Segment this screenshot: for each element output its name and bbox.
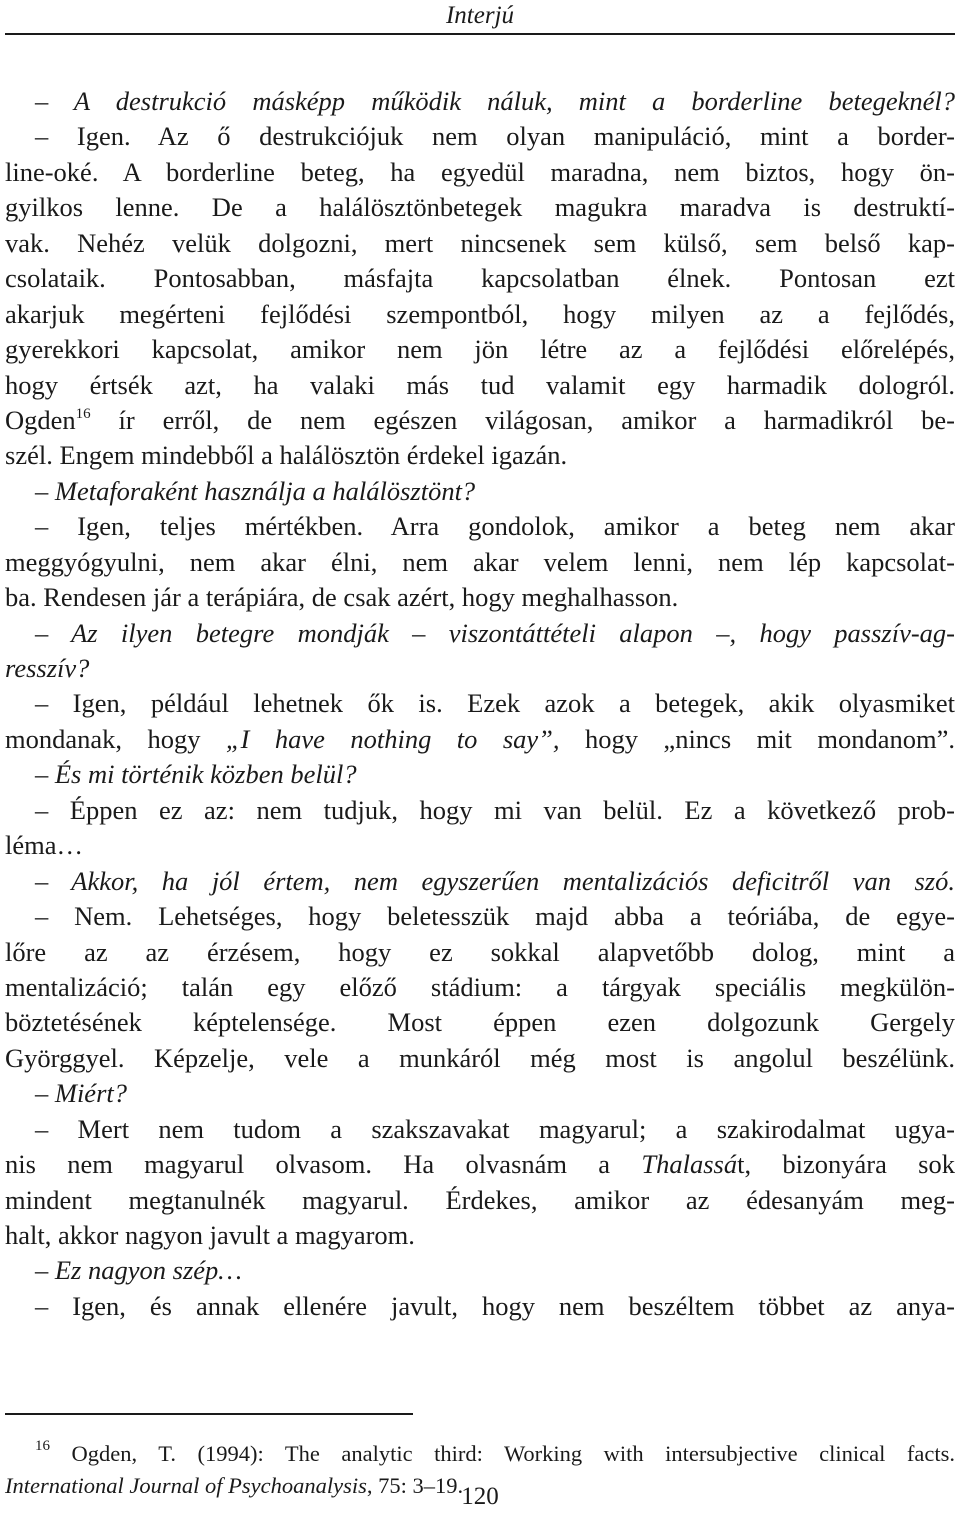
text-line: vak. Nehéz velük dolgozni, mert nincsenek sem külső, sem belső kap- <box>5 227 955 258</box>
running-header <box>0 0 960 34</box>
header-title: Interjú <box>445 2 515 29</box>
text-segment: t, bizonyára sok <box>737 1149 955 1180</box>
text-line: line-oké. A borderline beteg, ha egyedül maradna, nem biztos, hogy ön- <box>5 156 955 187</box>
text-line: csolataik. Pontosabban, másfajta kapcsolatban élnek. Pontosan ezt <box>5 263 955 294</box>
text-line <box>5 722 955 757</box>
text-line: szél. Engem mindebből a halálösztön érdekel igazán. <box>5 440 568 471</box>
text-line: gyilkos lenne. De a halálösztönbetegek magukra maradva is destruktí- <box>5 192 955 223</box>
answer-line: – Igen. Az ő destrukciójuk nem olyan manipuláció, mint a border- <box>35 121 955 152</box>
text-segment: mondanak, hogy <box>5 723 226 754</box>
text-line: hogy értsék azt, ha valaki más tud valamit egy harmadik dologról. <box>5 369 955 400</box>
interview-body <box>5 84 955 1324</box>
text-line: meggyógyulni, nem akar élni, nem akar velem lenni, nem lép kapcsolat- <box>5 546 955 577</box>
text-line <box>5 403 955 438</box>
question-line: – És mi történik közben belül? <box>35 759 357 790</box>
text-line: böztetésének képtelensége. Most éppen ezen dolgozunk Gergely <box>5 1007 955 1038</box>
question-line: – Akkor, ha jól értem, nem egyszerűen mentalizációs deficitről van szó. <box>35 865 955 896</box>
text-line: gyerekkori kapcsolat, amikor nem jön létre az a fejlődési előrelépés, <box>5 334 955 365</box>
text-line: mentalizáció; talán egy előző stádium: a tárgyak speciális megkülön- <box>5 971 955 1002</box>
answer-line: – Mert nem tudom a szakszavakat magyarul; a szakirodalmat ugya- <box>35 1113 955 1144</box>
text-segment: Ogden <box>5 404 76 435</box>
text-segment: ír erről, de nem egészen világosan, amikor a harmadikról be- <box>90 404 955 435</box>
question-line: – Ez nagyon szép… <box>35 1255 242 1286</box>
footnote-volume: , 75: 3–19. <box>366 1473 464 1498</box>
text-line: ba. Rendesen jár a terápiára, de csak azért, hogy meghalhasson. <box>5 582 679 613</box>
footnote-line <box>5 1438 955 1470</box>
question-line: resszív? <box>5 653 90 683</box>
page-number: 120 <box>461 1483 499 1510</box>
footnote-rule <box>5 1413 413 1415</box>
text-line <box>5 1147 955 1182</box>
question-line: – A destrukció másképp működik náluk, mint a borderline betegeknél? <box>35 86 955 116</box>
journal-title: International Journal of Psychoanalysis <box>5 1473 367 1498</box>
footnote-citation: Ogden, T. (1994): The analytic third: Working with intersubjective clinical facts. <box>50 1441 955 1466</box>
footnote-number: 16 <box>35 1438 50 1454</box>
answer-line: – Igen, és annak ellenére javult, hogy nem beszéltem többet az anya- <box>35 1290 955 1321</box>
text-line: mindent megtanulnék magyarul. Érdekes, amikor az édesanyám meg- <box>5 1184 955 1215</box>
question-line: – Metaforaként használja a halálösztönt? <box>35 475 476 506</box>
text-line: lőre az az érzésem, hogy ez sokkal alapvetőbb dolog, mint a <box>5 936 955 967</box>
text-line: akarjuk megérteni fejlődési szempontból, hogy milyen az a fejlődés, <box>5 298 955 329</box>
text-line: Györggyel. Képzelje, vele a munkáról még most is angolul beszélünk. <box>5 1042 955 1073</box>
answer-line: – Nem. Lehetséges, hogy beletesszük majd abba a teóriába, de egye- <box>35 901 955 932</box>
text-segment: hogy „nincs mit mondanom”. <box>559 723 955 754</box>
book-title: Thalassá <box>641 1149 738 1180</box>
text-line: léma… <box>5 830 83 861</box>
text-segment: nis nem magyarul olvasom. Ha olvasnám a <box>5 1149 642 1180</box>
answer-line: – Éppen ez az: nem tudjuk, hogy mi van belül. Ez a következő prob- <box>35 794 955 825</box>
answer-line: – Igen, például lehetnek ők is. Ezek azok a betegek, akik olyasmiket <box>35 688 955 719</box>
header-rule <box>5 33 955 35</box>
text-line: halt, akkor nagyon javult a magyarom. <box>5 1220 415 1250</box>
footnote-reference[interactable]: 16 <box>75 405 91 422</box>
quoted-english: „I have nothing to say”, <box>225 723 560 754</box>
answer-line: – Igen, teljes mértékben. Arra gondolok, amikor a beteg nem akar <box>35 511 955 542</box>
question-line: – Miért? <box>35 1078 127 1109</box>
question-line: – Az ilyen betegre mondják – viszontáttételi alapon –, hogy passzív-ag- <box>35 617 955 648</box>
